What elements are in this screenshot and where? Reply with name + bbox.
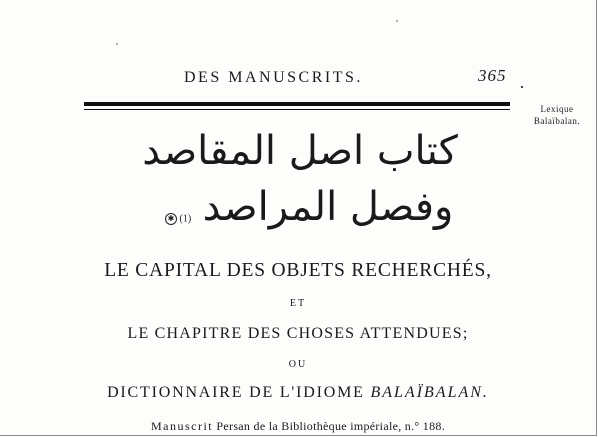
margin-note-line2: Balaïbalan.: [533, 116, 581, 126]
conjunction-ou: OU: [288, 359, 308, 370]
manuscript-label: Manuscrit: [150, 419, 214, 433]
dictionary-title-name: BALAÏBALAN.: [370, 384, 489, 401]
running-head: DES MANUSCRITS.: [184, 69, 363, 86]
dictionary-title-prefix: DICTIONNAIRE DE L'IDIOME: [107, 384, 371, 401]
arabic-title-line1: كتاب اصل المقاصد: [142, 128, 458, 174]
french-title-main: LE CAPITAL DES OBJETS RECHERCHÉS,: [104, 260, 492, 281]
manuscript-text: Persan de la Bibliothèque impériale, n.° 188.: [213, 419, 446, 433]
margin-note-line1: Lexique: [540, 104, 574, 114]
page-number: 365: [478, 66, 507, 85]
arabic-title-line2: وفصل المراصد: [202, 184, 454, 230]
conjunction-et: ET: [289, 298, 307, 309]
footnote-ref: (1): [179, 213, 192, 225]
french-title-sub: LE CHAPITRE DES CHOSES ATTENDUES;: [127, 325, 469, 342]
asterisk-icon: ✱: [165, 213, 177, 225]
